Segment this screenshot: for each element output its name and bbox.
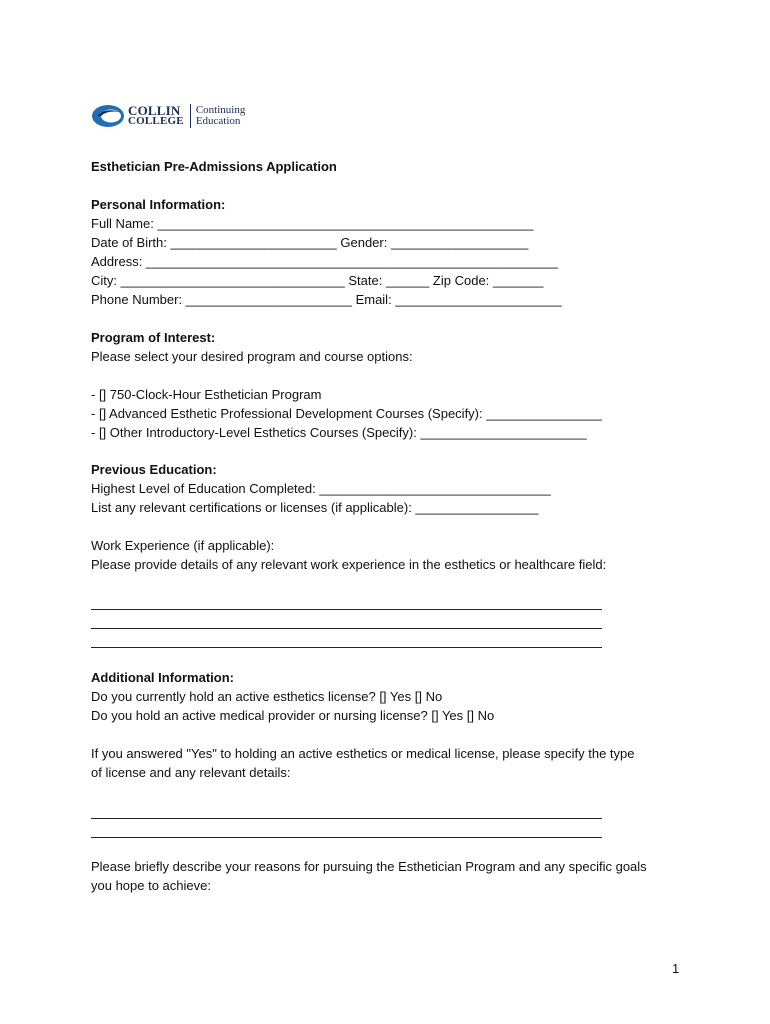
license-details-line[interactable] [91,818,602,819]
personal-info-heading: Personal Information: [91,197,226,212]
phone-email-field[interactable]: Phone Number: _______________________ Email: _______________________ [91,292,562,307]
reasons-prompt-line2: you hope to achieve: [91,878,211,893]
reasons-prompt-line1: Please briefly describe your reasons for pursuing the Esthetician Program and any specific goals [91,859,647,874]
document-title: Esthetician Pre-Admissions Application [91,159,337,174]
license-details-prompt-line2: of license and any relevant details: [91,765,291,780]
license-details-line[interactable] [91,837,602,838]
program-option-750-hour[interactable]: - [] 750-Clock-Hour Esthetician Program [91,387,322,402]
work-experience-line[interactable] [91,647,602,648]
highest-education-field[interactable]: Highest Level of Education Completed: ________________________________ [91,481,551,496]
address-field[interactable]: Address: _________________________________________________________ [91,254,559,269]
city-state-zip-field[interactable]: City: _______________________________ State: ______ Zip Code: _______ [91,273,544,288]
dob-gender-field[interactable]: Date of Birth: _______________________ Gender: ___________________ [91,235,529,250]
college-name-line1: COLLIN [128,103,181,118]
collin-swoosh-icon [91,104,125,128]
program-heading: Program of Interest: [91,330,216,345]
additional-info-heading: Additional Information: [91,670,234,685]
medical-license-question[interactable]: Do you hold an active medical provider or nursing license? [] Yes [] No [91,708,495,723]
program-instruction: Please select your desired program and course options: [91,349,413,364]
certifications-field[interactable]: List any relevant certifications or licenses (if applicable): _________________ [91,500,539,515]
work-experience-line[interactable] [91,609,602,610]
esthetics-license-question[interactable]: Do you currently hold an active esthetics license? [] Yes [] No [91,689,443,704]
division-name [196,105,246,127]
license-details-prompt-line1: If you answered "Yes" to holding an active esthetics or medical license, please specify the type [91,746,635,761]
work-experience-heading: Work Experience (if applicable): [91,538,275,553]
collin-college-logo [91,102,245,130]
education-heading: Previous Education: [91,462,217,477]
college-name [128,105,184,127]
logo-divider [190,104,191,128]
work-experience-instruction: Please provide details of any relevant work experience in the esthetics or healthcare field: [91,557,607,572]
division-name-line2: Education [195,115,241,127]
page-number: 1 [672,961,680,976]
work-experience-line[interactable] [91,628,602,629]
program-option-advanced[interactable]: - [] Advanced Esthetic Professional Development Courses (Specify): ________________ [91,406,602,421]
full-name-field[interactable]: Full Name: ____________________________________________________ [91,216,534,231]
college-name-line2: COLLEGE [128,115,184,127]
division-name-line1: Continuing [195,104,246,116]
program-option-other[interactable]: - [] Other Introductory-Level Esthetics Courses (Specify): _______________________ [91,425,587,440]
